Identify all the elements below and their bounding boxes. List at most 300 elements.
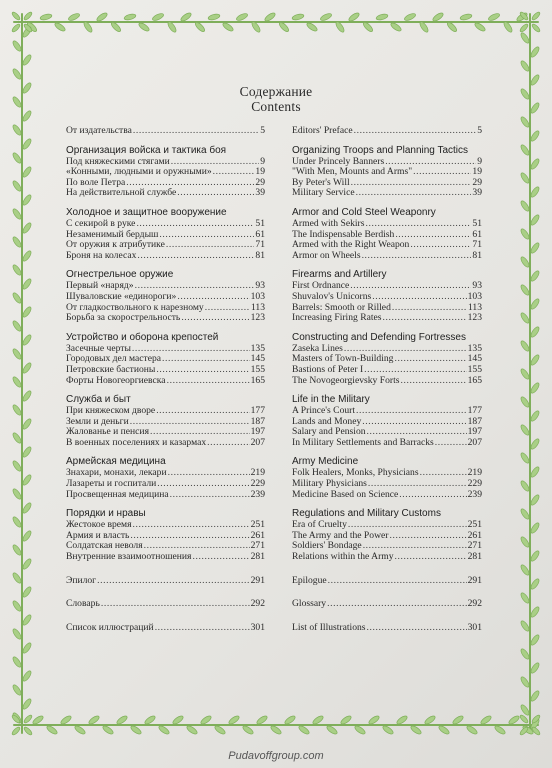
entry-title: By Peter's Will bbox=[292, 176, 350, 188]
page-number: 123 bbox=[467, 312, 482, 324]
toc-section bbox=[66, 623, 265, 634]
leaf bbox=[368, 714, 381, 725]
leaf bbox=[466, 724, 479, 735]
section-gap bbox=[292, 386, 482, 393]
entry-title: "With Men, Mounts and Arms" bbox=[292, 166, 413, 178]
toc-section bbox=[292, 455, 482, 500]
leaf bbox=[11, 40, 22, 53]
section-title: Armor and Cold Steel Weaponry bbox=[292, 206, 436, 218]
entry-title: In Military Settlements and Barracks bbox=[292, 436, 434, 448]
toc-section bbox=[292, 599, 482, 610]
entry-title: Земли и деньги bbox=[66, 415, 129, 427]
leaf bbox=[124, 13, 137, 21]
leaf bbox=[242, 724, 255, 735]
leaf bbox=[11, 684, 22, 697]
toc-entry bbox=[66, 188, 265, 199]
dot-leader bbox=[413, 167, 471, 178]
entry-title: Relations within the Army bbox=[292, 551, 394, 563]
page-number: 135 bbox=[467, 342, 482, 354]
section-title: Army Medicine bbox=[292, 456, 359, 468]
section-gap bbox=[66, 448, 265, 455]
section-gap bbox=[66, 386, 265, 393]
section-title: Армейская медицина bbox=[66, 456, 166, 468]
page-number: 113 bbox=[467, 301, 482, 313]
entry-title: Армия и власть bbox=[66, 529, 130, 541]
leaf bbox=[180, 11, 193, 22]
leaf bbox=[21, 362, 32, 375]
dot-leader bbox=[170, 490, 250, 501]
leaf bbox=[116, 714, 129, 725]
page-number: 39 bbox=[255, 187, 265, 199]
leaf bbox=[11, 656, 22, 669]
page-number: 271 bbox=[467, 540, 482, 552]
leaf bbox=[340, 714, 353, 725]
contents-column-en bbox=[292, 126, 482, 633]
leaf bbox=[21, 166, 32, 179]
leaf bbox=[529, 326, 540, 339]
dot-leader bbox=[156, 406, 249, 417]
toc-section bbox=[292, 507, 482, 562]
toc-entry bbox=[292, 126, 482, 137]
toc-section bbox=[66, 576, 265, 587]
section-gap bbox=[66, 199, 265, 206]
entry-title: Masters of Town-Building bbox=[292, 353, 394, 365]
leaf bbox=[11, 180, 22, 193]
page-number: 261 bbox=[250, 529, 265, 541]
leaf bbox=[519, 228, 530, 241]
page-number: 219 bbox=[467, 467, 482, 479]
leaf bbox=[354, 724, 367, 735]
dot-leader bbox=[155, 623, 250, 634]
toc-entry bbox=[292, 623, 482, 634]
leaf bbox=[11, 236, 22, 249]
leaf bbox=[292, 13, 305, 21]
leaf bbox=[519, 116, 530, 129]
leaf bbox=[519, 452, 530, 465]
dot-leader bbox=[181, 313, 249, 324]
toc-entry bbox=[66, 623, 265, 634]
entry-title: Military Physicians bbox=[292, 478, 367, 490]
entry-title: Эпилог bbox=[66, 574, 97, 586]
leaf bbox=[11, 11, 21, 21]
dot-leader bbox=[410, 240, 471, 251]
dot-leader bbox=[354, 126, 477, 137]
leaf bbox=[519, 396, 530, 409]
leaf bbox=[508, 714, 521, 725]
toc-entry bbox=[66, 219, 265, 230]
leaf bbox=[96, 11, 109, 22]
dot-leader bbox=[133, 126, 259, 137]
leaf bbox=[396, 714, 409, 725]
leaf bbox=[21, 222, 32, 235]
section-title: Организация войска и тактика боя bbox=[66, 144, 227, 156]
entry-title: Список иллюстраций bbox=[66, 621, 154, 633]
toc-section bbox=[66, 268, 265, 323]
dot-leader bbox=[213, 167, 255, 178]
toc-entry bbox=[66, 376, 265, 387]
leaf bbox=[529, 46, 540, 59]
dot-leader bbox=[399, 490, 466, 501]
entry-title: От гладкоствольного к нарезному bbox=[66, 301, 204, 313]
leaf bbox=[11, 376, 22, 389]
page-number: 5 bbox=[260, 125, 265, 136]
leaf bbox=[11, 320, 22, 333]
page-number: 207 bbox=[467, 436, 482, 448]
leaf bbox=[11, 726, 21, 736]
entry-title: The Novogeorgievsky Forts bbox=[292, 374, 400, 386]
leaf bbox=[424, 714, 437, 725]
dot-leader bbox=[364, 365, 466, 376]
leaf bbox=[21, 586, 32, 599]
dot-leader bbox=[362, 251, 472, 262]
leaf bbox=[144, 714, 157, 725]
page-number: 281 bbox=[250, 551, 265, 563]
entry-title: The Indispensable Berdish bbox=[292, 228, 395, 240]
section-title: Огнестрельное оружие bbox=[66, 269, 174, 281]
dot-leader bbox=[133, 520, 250, 531]
leaf bbox=[403, 12, 416, 22]
leaf bbox=[519, 508, 530, 521]
leaf bbox=[494, 724, 507, 735]
dot-leader bbox=[351, 178, 472, 189]
entry-title: Знахари, монахи, лекари bbox=[66, 467, 167, 479]
entry-title: В военных поселениях и казармах bbox=[66, 436, 207, 448]
page-number: 93 bbox=[472, 280, 482, 292]
leaf bbox=[11, 460, 22, 473]
toc-section bbox=[292, 623, 482, 634]
dot-leader bbox=[389, 531, 466, 542]
leaf bbox=[326, 724, 339, 735]
dot-leader bbox=[159, 230, 254, 241]
toc-entry bbox=[292, 292, 482, 303]
leaf bbox=[529, 214, 540, 227]
section-gap bbox=[66, 137, 265, 144]
leaf bbox=[11, 572, 22, 585]
leaf bbox=[529, 410, 540, 423]
dot-leader bbox=[162, 354, 250, 365]
page-number: 51 bbox=[472, 217, 482, 229]
leaf bbox=[21, 446, 32, 459]
page-number: 261 bbox=[467, 529, 482, 541]
dot-leader bbox=[383, 313, 467, 324]
leaf bbox=[319, 12, 332, 22]
toc-entry bbox=[292, 576, 482, 587]
leaf bbox=[21, 306, 32, 319]
toc-section bbox=[292, 331, 482, 386]
entry-title: Salary and Pension bbox=[292, 426, 366, 438]
leaf bbox=[21, 502, 32, 515]
leaf bbox=[21, 558, 32, 571]
section-title: Regulations and Military Customs bbox=[292, 508, 441, 520]
page-number: 19 bbox=[472, 166, 482, 178]
leaf bbox=[32, 714, 45, 725]
page-number: 81 bbox=[255, 249, 265, 261]
leaf bbox=[11, 124, 22, 137]
leaf bbox=[519, 340, 530, 353]
leaf bbox=[208, 13, 221, 21]
toc-entry bbox=[66, 313, 265, 324]
leaf bbox=[222, 21, 235, 32]
entry-title: На действительной службе bbox=[66, 187, 177, 199]
entry-title: Под княжескими стягами bbox=[66, 155, 170, 167]
section-gap bbox=[66, 610, 265, 623]
leaf bbox=[474, 21, 487, 32]
dot-leader bbox=[167, 376, 250, 387]
leaf bbox=[531, 11, 541, 21]
dot-leader bbox=[97, 576, 249, 587]
dot-leader bbox=[356, 406, 467, 417]
entry-title: Folk Healers, Monks, Physicians bbox=[292, 467, 419, 479]
entry-title: Shuvalov's Unicorns bbox=[292, 290, 372, 302]
leaf bbox=[529, 494, 540, 507]
page-number: 61 bbox=[255, 228, 265, 240]
leaf bbox=[11, 264, 22, 277]
entry-title: Жестокое время bbox=[66, 519, 132, 531]
leaf bbox=[480, 714, 493, 725]
leaf bbox=[158, 724, 171, 735]
section-gap bbox=[66, 500, 265, 507]
toc-entry bbox=[66, 438, 265, 449]
leaf bbox=[438, 724, 451, 735]
leaf bbox=[529, 354, 540, 367]
page-number: 155 bbox=[467, 363, 482, 375]
entry-title: Zaseka Lines bbox=[292, 342, 343, 354]
section-gap bbox=[292, 137, 482, 144]
page-number: 301 bbox=[467, 621, 482, 633]
entry-title: Era of Cruelty bbox=[292, 519, 347, 531]
page-number: 19 bbox=[255, 166, 265, 178]
leaf bbox=[519, 144, 530, 157]
page-number: 281 bbox=[467, 551, 482, 563]
leaf bbox=[11, 488, 22, 501]
dot-leader bbox=[435, 438, 467, 449]
leaf bbox=[348, 11, 361, 22]
toc-section bbox=[66, 507, 265, 562]
dot-leader bbox=[157, 479, 249, 490]
dot-leader bbox=[392, 303, 467, 314]
page-number: 39 bbox=[472, 187, 482, 199]
toc-entry bbox=[66, 552, 265, 563]
leaf bbox=[60, 714, 73, 725]
page-number: 197 bbox=[467, 426, 482, 438]
leaf bbox=[11, 152, 22, 165]
leaf bbox=[11, 23, 21, 33]
leaf bbox=[11, 516, 22, 529]
section-title: Устройство и оборона крепостей bbox=[66, 331, 219, 343]
leaf bbox=[519, 284, 530, 297]
leaf bbox=[529, 270, 540, 283]
section-gap bbox=[292, 261, 482, 268]
leaf bbox=[519, 23, 529, 33]
section-gap bbox=[66, 324, 265, 331]
entry-title: Просвещенная медицина bbox=[66, 488, 169, 500]
page-number: 177 bbox=[467, 405, 482, 417]
entry-title: Lands and Money bbox=[292, 415, 362, 427]
page-number: 155 bbox=[250, 363, 265, 375]
section-gap bbox=[292, 610, 482, 623]
entry-title: Словарь bbox=[66, 598, 100, 610]
section-title: Порядки и нравы bbox=[66, 508, 146, 520]
dot-leader bbox=[192, 552, 249, 563]
page-number: 239 bbox=[250, 488, 265, 500]
leaf bbox=[138, 21, 151, 32]
leaf bbox=[284, 714, 297, 725]
section-gap bbox=[292, 563, 482, 576]
leaf bbox=[529, 606, 540, 619]
toc-entry bbox=[66, 126, 265, 137]
leaf bbox=[529, 298, 540, 311]
leaf bbox=[519, 424, 530, 437]
page-number: 29 bbox=[472, 176, 482, 188]
leaf bbox=[519, 592, 530, 605]
page-number: 61 bbox=[472, 228, 482, 240]
entry-title: Жалованье и пенсия bbox=[66, 426, 149, 438]
page-number: 71 bbox=[255, 239, 265, 251]
leaf bbox=[519, 620, 530, 633]
entry-title: Epilogue bbox=[292, 574, 327, 586]
leaf bbox=[23, 726, 33, 736]
leaf bbox=[529, 158, 540, 171]
page-number: 291 bbox=[250, 574, 265, 586]
entry-title: Незаменимый бердыш bbox=[66, 228, 159, 240]
toc-section bbox=[66, 206, 265, 261]
page-number: 251 bbox=[467, 519, 482, 531]
toc-section bbox=[292, 206, 482, 261]
entry-title: Armor on Wheels bbox=[292, 249, 361, 261]
leaf bbox=[519, 704, 530, 717]
page-number: 292 bbox=[250, 598, 265, 610]
toc-section bbox=[66, 126, 265, 137]
dot-leader bbox=[205, 303, 250, 314]
section-gap bbox=[292, 199, 482, 206]
leaf bbox=[21, 698, 32, 711]
leaf bbox=[519, 648, 530, 661]
leaf bbox=[487, 12, 500, 22]
dot-leader bbox=[130, 531, 249, 542]
dot-leader bbox=[367, 623, 467, 634]
page-number: 229 bbox=[250, 478, 265, 490]
page-number: 207 bbox=[250, 436, 265, 448]
leaf bbox=[235, 12, 248, 22]
entry-title: Форты Новогеоргиевска bbox=[66, 374, 166, 386]
toc-entry bbox=[66, 292, 265, 303]
page-number: 239 bbox=[467, 488, 482, 500]
leaf bbox=[376, 13, 389, 21]
section-title: Firearms and Artillery bbox=[292, 269, 387, 281]
leaf bbox=[519, 564, 530, 577]
leaf bbox=[200, 714, 213, 725]
leaf bbox=[519, 200, 530, 213]
entry-title: Bastions of Peter I bbox=[292, 363, 364, 375]
section-title: Life in the Military bbox=[292, 394, 370, 406]
leaf bbox=[306, 21, 319, 32]
leaf bbox=[298, 724, 311, 735]
leaf bbox=[519, 256, 530, 269]
leaf bbox=[452, 714, 465, 725]
leaf bbox=[529, 466, 540, 479]
dot-leader bbox=[395, 552, 467, 563]
dot-leader bbox=[365, 219, 471, 230]
leaf bbox=[102, 724, 115, 735]
page-number: 5 bbox=[477, 125, 482, 136]
leaf bbox=[519, 368, 530, 381]
page-number: 93 bbox=[255, 280, 265, 292]
entry-title: Лазареты и госпитали bbox=[66, 478, 157, 490]
leaf bbox=[11, 628, 22, 641]
leaf bbox=[21, 194, 32, 207]
section-title: Холодное и защитное вооружение bbox=[66, 206, 227, 218]
section-gap bbox=[292, 324, 482, 331]
page-number: 292 bbox=[467, 598, 482, 610]
page-number: 145 bbox=[250, 353, 265, 365]
entry-title: Солдатская неволя bbox=[66, 540, 143, 552]
dot-leader bbox=[400, 376, 466, 387]
dot-leader bbox=[327, 599, 467, 610]
dot-leader bbox=[394, 354, 466, 365]
entry-title: Barrels: Smooth or Rilled bbox=[292, 301, 391, 313]
toc-entry bbox=[292, 490, 482, 501]
section-title: Служба и быт bbox=[66, 394, 131, 406]
leaf bbox=[531, 23, 541, 33]
page-number: 187 bbox=[467, 415, 482, 427]
entry-title: От оружия к атрибутике bbox=[66, 239, 165, 251]
leaf bbox=[529, 634, 540, 647]
toc-entry bbox=[66, 490, 265, 501]
page-number: 103 bbox=[467, 290, 482, 302]
leaf bbox=[11, 544, 22, 557]
entry-title: Military Service bbox=[292, 187, 355, 199]
leaf bbox=[529, 242, 540, 255]
leaf bbox=[529, 438, 540, 451]
leaf bbox=[529, 690, 540, 703]
page-number: 197 bbox=[250, 426, 265, 438]
dot-leader bbox=[356, 188, 472, 199]
leaf bbox=[21, 530, 32, 543]
page-number: 187 bbox=[250, 415, 265, 427]
leaf bbox=[432, 11, 445, 22]
entry-title: Засечные черты bbox=[66, 342, 131, 354]
entry-title: Борьба за скорострельность bbox=[66, 312, 181, 324]
entry-title: Armed with Sekirs bbox=[292, 217, 365, 229]
leaf bbox=[529, 186, 540, 199]
entry-title: The Army and the Power bbox=[292, 529, 389, 541]
leaf bbox=[21, 670, 32, 683]
entry-title: С секирой в руке bbox=[66, 217, 136, 229]
leaf bbox=[21, 334, 32, 347]
entry-title: Броня на колесах bbox=[66, 249, 137, 261]
page-number: 165 bbox=[467, 374, 482, 386]
page-number: 301 bbox=[250, 621, 265, 633]
page-number: 103 bbox=[250, 290, 265, 302]
entry-title: Городовых дел мастера bbox=[66, 353, 162, 365]
dot-leader bbox=[372, 292, 466, 303]
leaf bbox=[46, 724, 59, 735]
leaf bbox=[410, 724, 423, 735]
dot-leader bbox=[136, 219, 254, 230]
entry-title: Increasing Firing Rates bbox=[292, 312, 382, 324]
leaf bbox=[529, 578, 540, 591]
entry-title: Первый «наряд» bbox=[66, 280, 134, 292]
leaf bbox=[54, 21, 67, 32]
leaf bbox=[172, 714, 185, 725]
leaf bbox=[21, 278, 32, 291]
contents-title-en: Contents bbox=[251, 99, 301, 114]
toc-entry bbox=[292, 365, 482, 376]
toc-section bbox=[66, 393, 265, 448]
leaf bbox=[519, 32, 530, 45]
page-number: 81 bbox=[472, 249, 482, 261]
toc-entry bbox=[66, 251, 265, 262]
